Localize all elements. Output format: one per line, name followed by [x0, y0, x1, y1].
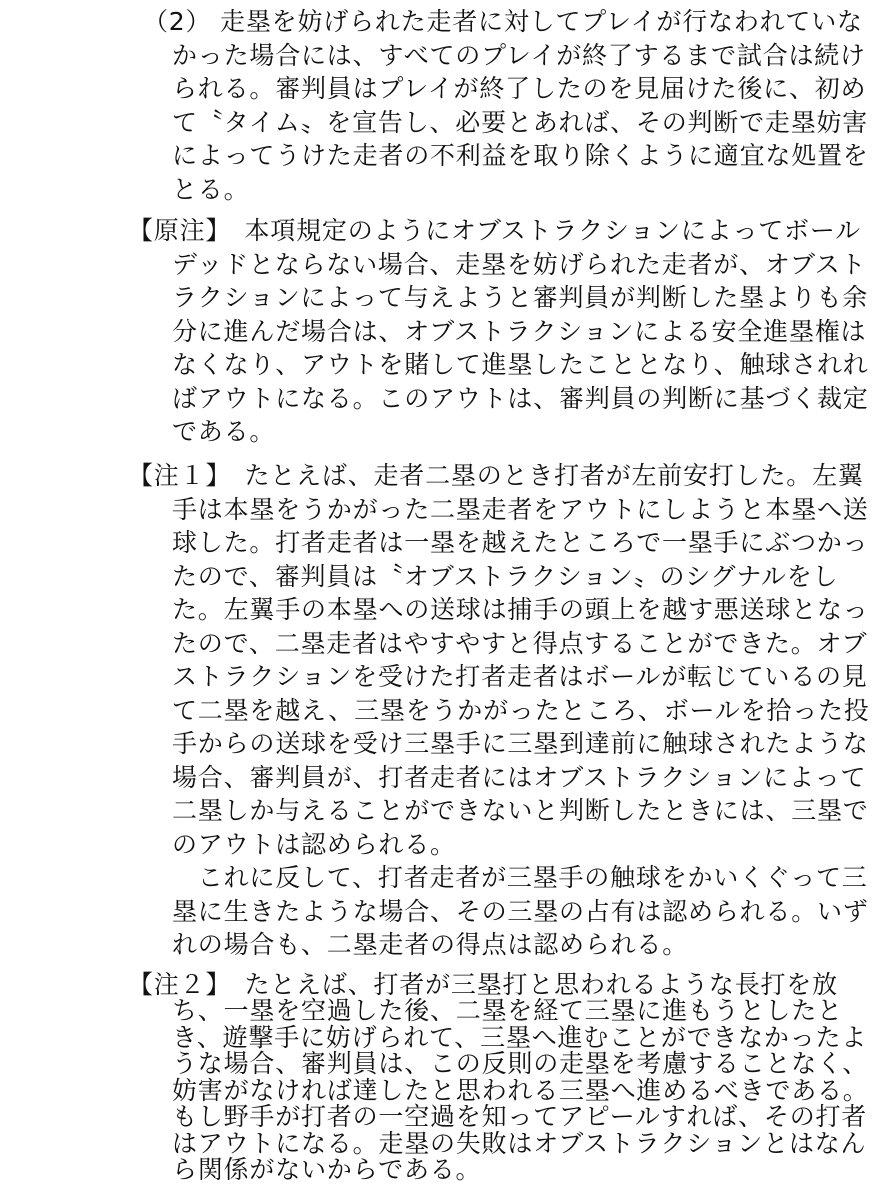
text-line: 分に進んだ場合は、オブストラクションによる安全進塁権は — [172, 317, 867, 346]
text-line: なくなり、アウトを賭して進塁したこととなり、触球されれ — [172, 350, 869, 379]
note-heading-line: 【原注】 本項規定のようにオブストラクションによってボール — [128, 216, 861, 245]
text-line: 手は本塁をうかがった二塁走者をアウトにしようと本塁へ送 — [172, 495, 869, 524]
text-line: て〝タイム〟を宣告し、必要とあれば、その判断で走塁妨害 — [172, 108, 869, 137]
text-line: ばアウトになる。このアウトは、審判員の判断に基づく裁定 — [172, 384, 869, 413]
text-line: られる。審判員はプレイが終了したのを見届けた後に、初め — [172, 74, 867, 103]
text-line: 場合、審判員が、打者走者にはオブストラクションによって — [172, 763, 867, 792]
text-line: たので、二塁走者はやすやすと得点することができた。オブ — [172, 629, 868, 658]
text-line: 二塁しか与えることができないと判断したときには、三塁で — [172, 796, 869, 825]
text-line: た。左翼手の本塁への送球は捕手の頭上を越す悪送球となっ — [172, 595, 869, 624]
text-line: これに反して、打者走者が三塁手の触球をかいくぐって三 — [172, 863, 868, 892]
text-line: である。 — [172, 417, 276, 446]
text-line: （2） 走塁を妨げられた走者に対してプレイが行なわれていな — [143, 7, 863, 36]
note-heading-line: 【注２】 たとえば、打者が三塁打と思われるような長打を放 — [128, 970, 838, 999]
text-line: によってうけた走者の不利益を取り除くように適宜な処置を — [172, 141, 869, 170]
text-line: 妨害がなければ達したと思われる三塁へ進めるべきである。 — [172, 1076, 869, 1105]
text-line: たので、審判員は〝オブストラクション〟のシグナルをし — [172, 562, 839, 591]
text-line: 球した。打者走者は一塁を越えたところで一塁手にぶつかっ — [172, 528, 869, 557]
text-line: 手からの送球を受け三塁手に三塁到達前に触球されたような — [172, 729, 869, 758]
text-line: ち、一塁を空過した後、二塁を経て三塁に進もうとしたと — [172, 996, 843, 1025]
note-heading-line: 【注１】 たとえば、走者二塁のとき打者が左前安打した。左翼 — [128, 461, 864, 490]
text-line: き、遊撃手に妨げられて、三塁へ進むことができなかったよ — [172, 1023, 868, 1052]
text-line: 塁に生きたような場合、その三塁の占有は認められる。いず — [172, 897, 869, 926]
text-line: ストラクションを受けた打者走者はボールが転じているの見 — [172, 662, 868, 691]
text-line: れの場合も、二塁走者の得点は認められる。 — [172, 930, 689, 959]
text-line: はアウトになる。走塁の失敗はオブストラクションとはなん — [172, 1129, 867, 1158]
text-line: うな場合、審判員は、この反則の走塁を考慮することなく、 — [172, 1049, 869, 1078]
text-line: のアウトは認められる。 — [172, 830, 456, 859]
text-line: とる。 — [172, 175, 250, 204]
text-line: ら関係がないからである。 — [172, 1155, 482, 1184]
text-line: もし野手が打者の一空過を知ってアピールすれば、その打者 — [172, 1102, 868, 1131]
text-line: デッドとならない場合、走塁を妨げられた走者が、オブスト — [172, 250, 867, 279]
text-line: かった場合には、すべてのプレイが終了するまで試合は続け — [172, 41, 866, 70]
text-line: て二塁を越え、三塁をうかがったところ、ボールを拾った投 — [172, 696, 870, 725]
text-line: ラクションによって与えようと審判員が判断した塁よりも余 — [172, 283, 869, 312]
